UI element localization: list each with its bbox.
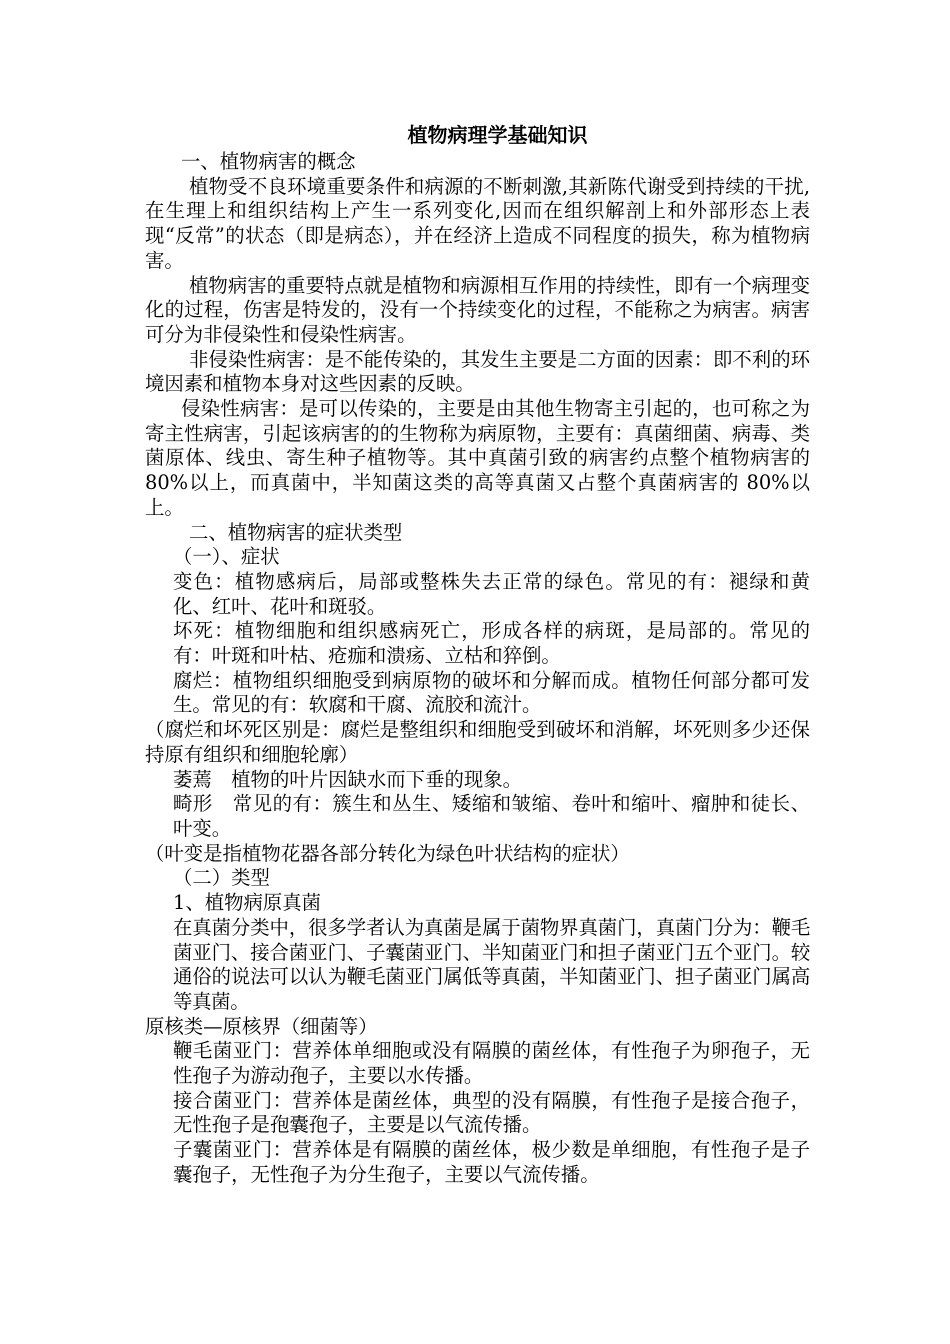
symptom-malformation: 畸形 常见的有：簇生和丛生、矮缩和皱缩、卷叶和缩叶、瘤肿和徒长、叶变。 [173, 792, 810, 840]
symptom-rot: 腐烂：植物组织细胞受到病原物的破坏和分解而成。植物任何部分都可发生。常见的有：软腐和干腐、流胶和流汁。 [173, 668, 810, 717]
paragraph-ascomycotina: 子囊菌亚门：营养体是有隔膜的菌丝体，极少数是单细胞，有性孢子是子囊孢子，无性孢子为分生孢子，主要以气流传播。 [173, 1138, 810, 1186]
note-rot-vs-necrosis: （腐烂和坏死区别是：腐烂是整组织和细胞受到破坏和消解，坏死则多少还保持原有组织和细胞轮廓） [145, 718, 810, 766]
symptom-necrosis: 坏死：植物细胞和组织感病死亡，形成各样的病斑，是局部的。常见的有：叶斑和叶枯、疮痂和溃疡、立枯和猝倒。 [173, 619, 810, 668]
subsection-symptoms: （一）、症状 [173, 545, 280, 569]
document-title: 植物病理学基础知识 [407, 123, 588, 147]
paragraph-disease-definition: 植物受不良环境重要条件和病源的不断刺激,其新陈代谢受到持续的干扰,在生理上和组织结构上产生一系列变化,因而在组织解剖上和外部形态上表现“反常”的状态（即是病态），并在经济上造成不同程度的损失，称为植物病害。 [145, 174, 810, 272]
paragraph-zygomycotina: 接合菌亚门：营养体是菌丝体，典型的没有隔膜，有性孢子是接合孢子，无性孢子是孢囊孢子，主要是以气流传播。 [173, 1088, 810, 1137]
heading-plant-pathogenic-fungi: 1、植物病原真菌 [173, 891, 322, 915]
paragraph-mastigomycotina: 鞭毛菌亚门：营养体单细胞或没有隔膜的菌丝体，有性孢子为卵孢子，无性孢子为游动孢子，主要以水传播。 [173, 1039, 810, 1088]
note-phyllody: （叶变是指植物花器各部分转化为绿色叶状结构的症状） [145, 841, 630, 865]
document-body [145, 120, 810, 1188]
paragraph-disease-feature: 植物病害的重要特点就是植物和病源相互作用的持续性，即有一个病理变化的过程，伤害是特发的，没有一个持续变化的过程，不能称之为病害。病害可分为非侵染性和侵染性病害。 [145, 273, 810, 346]
section-heading-2: 二、植物病害的症状类型 [189, 520, 403, 544]
symptom-discoloration: 变色：植物感病后，局部或整株失去正常的绿色。常见的有：褪绿和黄化、红叶、花叶和斑驳。 [173, 569, 810, 618]
paragraph-infectious: 侵染性病害：是可以传染的，主要是由其他生物寄主引起的，也可称之为寄主性病害，引起该病害的的生物称为病原物，主要有：真菌细菌、病毒、类菌原体、线虫、寄生种子植物等。其中真菌引致的病害约点整个植物病害的 80%以上，而真菌中，半知菌这类的高等真菌又占整个真菌病害的 80%以上。 [145, 397, 810, 519]
subsection-types: （二）类型 [173, 866, 270, 890]
heading-prokaryotes: 原核类—原核界（细菌等） [145, 1014, 378, 1038]
paragraph-fungi-classification: 在真菌分类中，很多学者认为真菌是属于菌物界真菌门，真菌门分为：鞭毛菌亚门、接合菌亚门、子囊菌亚门、半知菌亚门和担子菌亚门五个亚门。较通俗的说法可以认为鞭毛菌亚门属低等真菌，半知菌亚门、担子菌亚门属高等真菌。 [173, 915, 810, 1013]
symptom-wilt: 萎蔫 植物的叶片因缺水而下垂的现象。 [173, 767, 523, 791]
section-heading-1: 一、植物病害的概念 [181, 150, 356, 173]
paragraph-non-infectious: 非侵染性病害：是不能传染的，其发生主要是二方面的因素：即不利的环境因素和植物本身对这些因素的反映。 [145, 347, 810, 396]
